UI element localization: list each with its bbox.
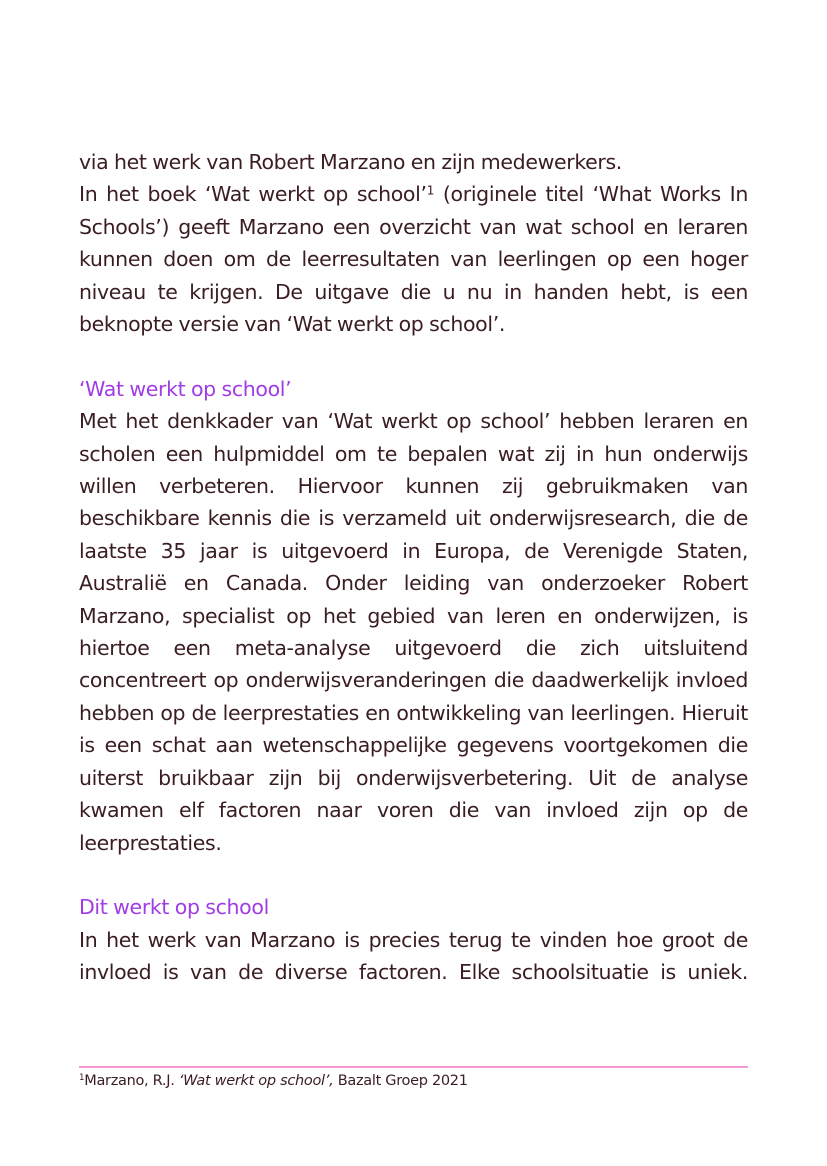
section-heading-dit-werkt-op-school: Dit werkt op school [79, 895, 269, 920]
spacer [79, 340, 748, 372]
section-heading-wat-werkt-op-school: ‘Wat werkt op school’ [79, 376, 292, 401]
footnote-number: 1 [79, 1073, 85, 1084]
footnote-title: ‘Wat werkt op school’, [178, 1073, 334, 1089]
footnote-publisher: Bazalt Groep 2021 [333, 1073, 468, 1089]
spacer [79, 859, 748, 891]
paragraph-intro-line: via het werk van Robert Marzano en zijn medewerkers. [79, 150, 622, 174]
paragraph-intro-start: In het boek ‘Wat werkt op school’ [79, 182, 427, 207]
paragraph-denkkader: Met het denkkader van ‘Wat werkt op school’ hebben leraren en scholen een hulpmiddel om te bepalen wat zij in hun onderwijs willen verbeteren. Hiervoor kunnen zij gebruikmaken van beschikbare kennis die is verzameld uit onderwijsresearch, die de laatste 35 jaar is uitgevoerd in Europa, de Verenigde Staten, Australië en Canada. Onder leiding van onderzoeker Robert Marzano, specialist op het gebied van leren en onderwijzen, is hiertoe een meta-analyse uitgevoerd die zich uitsluitend concentreert op onderwijsveranderingen die daadwerkelijk invloed hebben op de leerprestaties en ontwikkeling van leerlingen. Hieruit is een schat aan wetenschappelijke gegevens voortgekomen die uiterst bruikbaar zijn bij onderwijsverbetering. Uit de analyse kwamen elf factoren naar voren die van invloed zijn op de leerprestaties. [79, 409, 748, 855]
paragraph-intro [79, 178, 748, 340]
paragraph-werk-marzano: In het werk van Marzano is precies terug te vinden hoe groot de invloed is van de diverse factoren. Elke schoolsituatie is uniek. [79, 927, 748, 985]
paragraph-intro-rest: (originele titel ‘What Works In Schools’) geeft Marzano een overzicht van wat school en leraren kunnen doen om de leerresultaten van leerlingen op een hoger niveau te krijgen. De uitgave die u nu in handen hebt, is een beknopte versie van ‘Wat werkt op school’. [79, 182, 748, 337]
footnote-reference[interactable]: 1 [426, 183, 435, 198]
footnote-divider [79, 1066, 748, 1068]
document-page [79, 146, 748, 989]
footnote-author: Marzano, R.J. [84, 1073, 179, 1089]
footnote [79, 1071, 748, 1091]
